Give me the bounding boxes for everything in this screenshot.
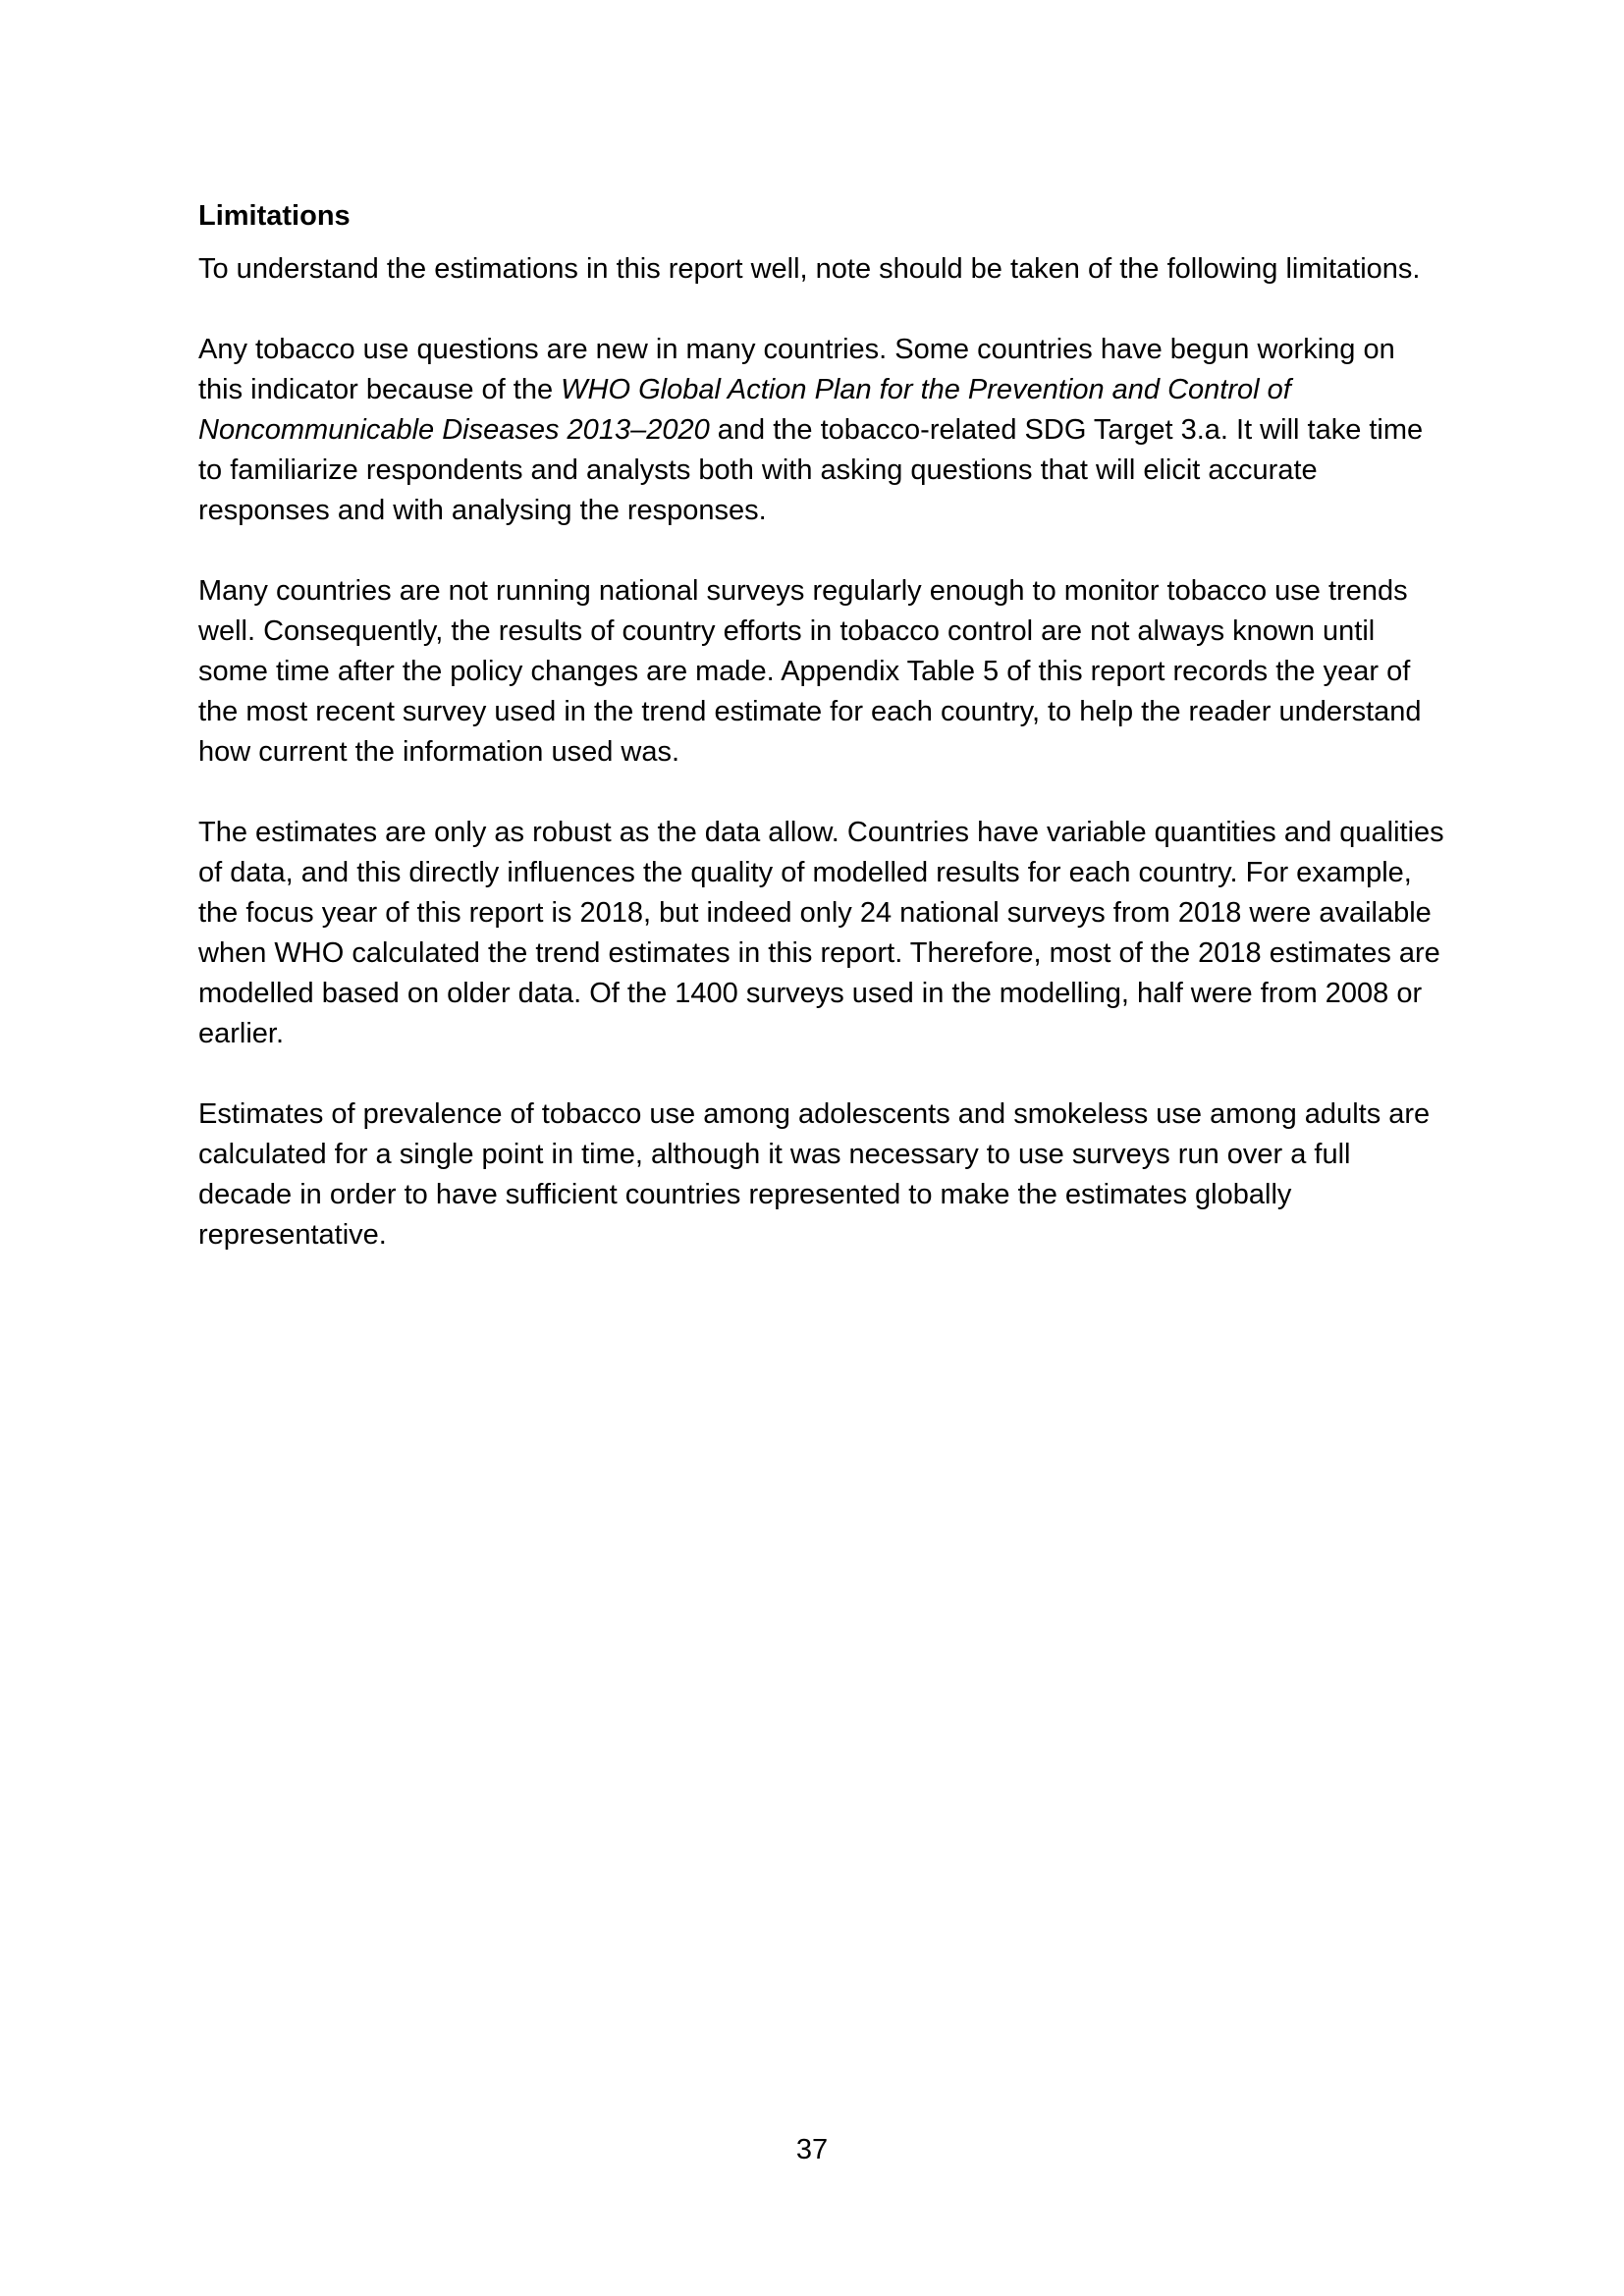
paragraph-robustness: The estimates are only as robust as the data allow. Countries have variable quantities and qualities of data, and this directly influences the quality of modelled results for each country. For example, the focus year of this report is 2018, but indeed only 24 national surveys from 2018 were available when WHO calculated the trend estimates in this report. Therefore, most of the 2018 estimates are modelled based on older data. Of the 1400 surveys used in the modelling, half were from 2008 or earlier.	[198, 817, 1444, 1049]
paragraph-questions	[198, 330, 1445, 531]
paragraph-questions-text-start: Any tobacco use questions are new in many countries. Some countries have begun working on this indicator because of the	[198, 334, 1395, 405]
action-plan-title: WHO Global Action Plan for the Prevention and Control of Noncommunicable Diseases 2013–2020	[198, 374, 1291, 446]
paragraph-questions-text-end: and the tobacco-related SDG Target 3.a. It will take time to familiarize respondents and analysts both with asking questions that will elicit accurate responses and with analysing the responses.	[198, 414, 1424, 526]
paragraph-surveys: Many countries are not running national surveys regularly enough to monitor tobacco use trends well. Consequently, the results of country efforts in tobacco control are not always known until some time after the policy changes are made. Appendix Table 5 of this report records the year of the most recent survey used in the trend estimate for each country, to help the reader understand how current the information used was.	[198, 575, 1422, 768]
section-heading: Limitations	[198, 200, 351, 232]
paragraph-intro: To understand the estimations in this report well, note should be taken of the following limitations.	[198, 253, 1421, 285]
page-number: 37	[795, 2134, 829, 2165]
paragraph-prevalence: Estimates of prevalence of tobacco use among adolescents and smokeless use among adults are calculated for a single point in time, although it was necessary to use surveys run over a full decade in order to have sufficient countries represented to make the estimates globally representative.	[198, 1098, 1431, 1251]
document-body	[198, 196, 1445, 1296]
